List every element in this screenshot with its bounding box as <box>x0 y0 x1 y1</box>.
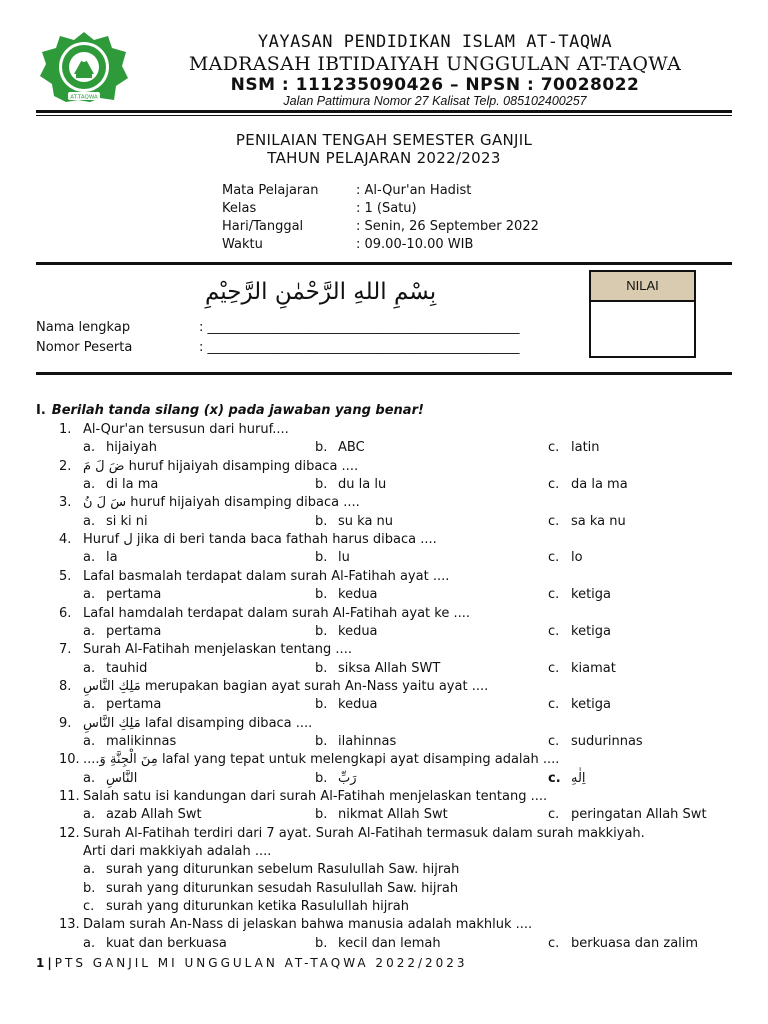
option-text: surah yang diturunkan sebelum Rasulullah Saw. hijrah <box>106 862 460 878</box>
footer-text: PTS GANJIL MI UNGGULAN AT-TAQWA 2022/2023 <box>54 956 468 970</box>
answer-option[interactable] <box>548 771 586 786</box>
question-text: Al-Qur'an tersusun dari huruf.... <box>83 422 289 437</box>
option-letter: a. <box>83 935 96 951</box>
header-rule-thin <box>36 115 732 116</box>
question-text: Salah satu isi kandungan dari surah Al-Fatihah menjelaskan tentang .... <box>83 789 548 804</box>
option-letter: c. <box>548 935 560 951</box>
info-value: : Al-Qur'an Hadist <box>356 183 472 198</box>
question-text: lafal disamping dibaca .... <box>144 715 313 731</box>
answer-option[interactable] <box>315 477 386 492</box>
option-text: ilahinnas <box>338 733 397 749</box>
participant-number-field[interactable]: : ________________________________________________ <box>199 340 520 355</box>
option-text: azab Allah Swt <box>106 807 202 823</box>
question-stem <box>59 495 360 510</box>
answer-option[interactable] <box>315 624 378 639</box>
option-text: sa ka nu <box>571 513 626 529</box>
info-key: Kelas <box>222 201 257 216</box>
answer-option[interactable] <box>315 440 365 455</box>
option-text: kecil dan lemah <box>338 935 441 951</box>
answer-option[interactable] <box>315 550 350 565</box>
school-name: MADRASAH IBTIDAIYAH UNGGULAN AT-TAQWA <box>188 53 682 75</box>
answer-option[interactable] <box>315 514 393 529</box>
option-letter: a. <box>83 862 96 878</box>
option-letter: b. <box>315 770 328 786</box>
option-letter: c. <box>548 770 561 786</box>
answer-option[interactable] <box>83 899 409 914</box>
question-stem <box>59 459 358 474</box>
bismillah: بِسْمِ اللهِ الرَّحْمٰنِ الرَّحِيْمِ <box>205 279 437 305</box>
question-number: 8. <box>59 678 72 694</box>
option-text: hijaiyah <box>106 440 157 456</box>
option-letter: c. <box>548 623 560 639</box>
answer-option[interactable] <box>315 807 448 822</box>
info-value: : 09.00-10.00 WIB <box>356 237 474 252</box>
option-letter: b. <box>315 807 328 823</box>
arabic-text: مَلِكِ النَّاسِ <box>83 678 141 694</box>
answer-option[interactable] <box>548 514 626 529</box>
option-letter: c. <box>548 733 560 749</box>
option-text: peringatan Allah Swt <box>571 807 707 823</box>
answer-option[interactable] <box>548 440 600 455</box>
option-letter: c. <box>548 513 560 529</box>
answer-option[interactable] <box>83 624 161 639</box>
question-number: 5. <box>59 568 72 584</box>
option-text: du la lu <box>338 477 387 493</box>
option-letter: a. <box>83 550 96 566</box>
option-letter: a. <box>83 660 96 676</box>
answer-option[interactable] <box>83 661 147 676</box>
answer-option[interactable] <box>548 587 611 602</box>
option-letter: b. <box>315 477 328 493</box>
section-number: I. <box>36 403 46 418</box>
option-text: su ka nu <box>338 513 394 529</box>
question-text: huruf hijaiyah disamping dibaca .... <box>130 495 360 511</box>
section-instruction <box>36 403 424 418</box>
option-letter: a. <box>83 807 96 823</box>
answer-option[interactable] <box>315 771 357 786</box>
question-stem <box>59 716 312 731</box>
question-number: 9. <box>59 715 72 731</box>
instruction-text: Berilah tanda silang (x) pada jawaban yang benar! <box>51 403 424 418</box>
question-text: lafal yang tepat untuk melengkapi ayat disamping adalah .... <box>161 752 560 768</box>
option-text: kedua <box>338 623 378 639</box>
info-row <box>222 201 417 219</box>
question-stem <box>59 569 449 584</box>
question-number: 12. <box>59 825 80 841</box>
option-letter: b. <box>315 440 328 456</box>
answer-option[interactable] <box>83 440 157 455</box>
option-text: sudurinnas <box>571 733 643 749</box>
identity-key: Nomor Peserta <box>36 340 133 355</box>
option-text: kuat dan berkuasa <box>106 935 227 951</box>
question-number: 1. <box>59 422 72 437</box>
question-text: Lafal hamdalah terdapat dalam surah Al-Fatihah ayat ke .... <box>83 605 471 621</box>
identity-rule <box>36 372 732 375</box>
question-text: Surah Al-Fatihah terdiri dari 7 ayat. Surah Al-Fatihah termasuk dalam surah makkiyah. <box>83 825 645 841</box>
question-stem <box>59 752 559 767</box>
answer-option[interactable] <box>548 734 643 749</box>
answer-option[interactable] <box>83 697 161 712</box>
option-letter: a. <box>83 587 96 603</box>
option-text: si ki ni <box>106 513 148 529</box>
option-letter: c. <box>548 550 560 566</box>
question-text: huruf hijaiyah disamping dibaca .... <box>128 458 359 474</box>
question-number: 4. <box>59 532 72 548</box>
option-text: lo <box>571 550 583 566</box>
option-text: pertama <box>106 697 162 713</box>
option-text: malikinnas <box>106 733 177 749</box>
option-text: da la ma <box>571 477 628 493</box>
answer-option[interactable] <box>83 807 202 822</box>
question-number: 11. <box>59 789 80 804</box>
option-letter: b. <box>315 935 328 951</box>
info-row <box>222 219 539 237</box>
answer-option[interactable] <box>548 550 583 565</box>
option-letter: b. <box>315 733 328 749</box>
option-text: kedua <box>338 697 378 713</box>
question-text: Lafal basmalah terdapat dalam surah Al-Fatihah ayat .... <box>83 568 450 584</box>
info-row <box>222 237 473 255</box>
answer-option[interactable] <box>83 477 158 492</box>
option-text: siksa Allah SWT <box>338 660 441 676</box>
option-text: la <box>106 550 118 566</box>
answer-option[interactable] <box>83 734 176 749</box>
answer-option[interactable] <box>548 807 707 822</box>
question-stem <box>59 422 289 437</box>
option-text: berkuasa dan zalim <box>571 935 699 951</box>
name-field[interactable]: : ________________________________________________ <box>199 320 520 335</box>
arabic-text: ضَ لَ مَ <box>83 458 125 474</box>
answer-option[interactable] <box>548 936 698 951</box>
option-text: النَّاسِ <box>106 770 138 786</box>
option-text: lu <box>338 550 350 566</box>
question-stem <box>59 606 470 621</box>
answer-option[interactable] <box>315 661 440 676</box>
school-address: Jalan Pattimura Nomor 27 Kalisat Telp. 085102400257 <box>283 94 587 108</box>
answer-option[interactable] <box>83 587 161 602</box>
option-letter: b. <box>315 697 328 713</box>
option-letter: a. <box>83 770 96 786</box>
info-key: Mata Pelajaran <box>222 183 319 198</box>
option-text: اِلٰهِ <box>571 770 586 786</box>
option-text: pertama <box>106 587 162 603</box>
option-text: kedua <box>338 587 378 603</box>
option-text: pertama <box>106 623 162 639</box>
header-rule-thick <box>36 110 732 113</box>
option-letter: b. <box>315 660 328 676</box>
option-letter: c. <box>548 807 560 823</box>
answer-option[interactable] <box>315 697 378 712</box>
option-letter: b. <box>315 623 328 639</box>
option-letter: a. <box>83 440 96 456</box>
option-text: di la ma <box>106 477 159 493</box>
answer-option[interactable] <box>83 862 459 877</box>
identity-row <box>36 320 520 335</box>
option-letter: c. <box>548 697 560 713</box>
info-value: : 1 (Satu) <box>356 201 417 216</box>
option-text: latin <box>571 440 600 456</box>
info-row <box>222 183 471 201</box>
identity-row <box>36 340 520 355</box>
option-text: surah yang diturunkan ketika Rasulullah hijrah <box>106 899 409 915</box>
option-text: ABC <box>338 440 365 456</box>
info-rule <box>36 262 732 265</box>
identity-key: Nama lengkap <box>36 320 131 335</box>
answer-option[interactable] <box>83 550 118 565</box>
question-number: 13. <box>59 917 80 933</box>
answer-option[interactable] <box>315 587 378 602</box>
info-key: Waktu <box>222 237 263 252</box>
school-ids: NSM : 111235090426 – NPSN : 70028022 <box>230 75 640 95</box>
option-letter: a. <box>83 733 96 749</box>
answer-option[interactable] <box>83 881 458 896</box>
arabic-text: سَ لَ نُ <box>83 495 127 511</box>
question-number: 6. <box>59 605 72 621</box>
question-stem <box>59 642 352 657</box>
option-text: surah yang diturunkan sesudah Rasulullah Saw. hijrah <box>106 880 459 896</box>
answer-option[interactable] <box>548 697 611 712</box>
info-value: : Senin, 26 September 2022 <box>356 219 539 234</box>
option-text: ketiga <box>571 623 611 639</box>
option-letter: a. <box>83 477 96 493</box>
exam-title: PENILAIAN TENGAH SEMESTER GANJIL <box>235 131 533 149</box>
question-stem <box>59 679 488 694</box>
question-stem <box>59 532 437 547</box>
page-number: 1 <box>36 956 48 970</box>
question-number: 2. <box>59 458 72 474</box>
answer-option[interactable] <box>83 771 137 786</box>
option-letter: c. <box>548 587 560 603</box>
option-letter: c. <box>548 660 560 676</box>
answer-option[interactable] <box>83 936 227 951</box>
option-letter: b. <box>315 513 328 529</box>
foundation-name: YAYASAN PENDIDIKAN ISLAM AT-TAQWA <box>257 32 613 52</box>
page-footer: 1|PTS GANJIL MI UNGGULAN AT-TAQWA 2022/2023 <box>36 956 468 970</box>
answer-option[interactable] <box>315 936 441 951</box>
info-key: Hari/Tanggal <box>222 219 304 234</box>
question-number: 7. <box>59 642 72 658</box>
nilai-label: NILAI <box>589 270 696 302</box>
question-text: Huruf ل jika di beri tanda baca fathah harus dibaca .... <box>83 532 437 548</box>
option-letter: b. <box>315 550 328 566</box>
question-number: 3. <box>59 495 72 511</box>
option-letter: c. <box>548 440 560 456</box>
option-letter: c. <box>548 477 560 493</box>
option-letter: b. <box>315 587 328 603</box>
arabic-text: مَلِكِ النَّاسِ <box>83 715 141 731</box>
answer-option[interactable] <box>548 624 611 639</box>
exam-year: TAHUN PELAJARAN 2022/2023 <box>267 149 501 167</box>
school-logo <box>38 30 130 104</box>
option-text: nikmat Allah Swt <box>338 807 448 823</box>
option-letter: a. <box>83 623 96 639</box>
nilai-box[interactable] <box>589 298 696 358</box>
option-text: ketiga <box>571 587 611 603</box>
option-letter: b. <box>83 880 96 896</box>
option-letter: c. <box>83 899 95 915</box>
answer-option[interactable] <box>315 734 396 749</box>
question-text: Surah Al-Fatihah menjelaskan tentang .... <box>83 642 352 658</box>
question-text-continued: Arti dari makkiyah adalah .... <box>83 844 272 860</box>
option-letter: a. <box>83 697 96 713</box>
answer-option[interactable] <box>548 661 616 676</box>
question-stem <box>59 789 547 804</box>
question-stem <box>59 917 532 932</box>
question-text: merupakan bagian ayat surah An-Nass yaitu ayat .... <box>144 678 489 694</box>
question-stem <box>59 826 645 841</box>
arabic-text: مِنَ الْجِنَّةِ وَ.... <box>83 752 158 768</box>
option-text: tauhid <box>106 660 148 676</box>
option-text: رَبِّ <box>338 770 357 786</box>
option-text: ketiga <box>571 697 611 713</box>
question-text: Dalam surah An-Nass di jelaskan bahwa manusia adalah makhluk .... <box>83 917 533 933</box>
answer-option[interactable] <box>83 514 148 529</box>
logo-text-bottom: AT-TAQWA <box>70 94 98 101</box>
option-text: kiamat <box>571 660 616 676</box>
option-letter: a. <box>83 513 96 529</box>
answer-option[interactable] <box>548 477 628 492</box>
question-number: 10. <box>59 752 80 768</box>
